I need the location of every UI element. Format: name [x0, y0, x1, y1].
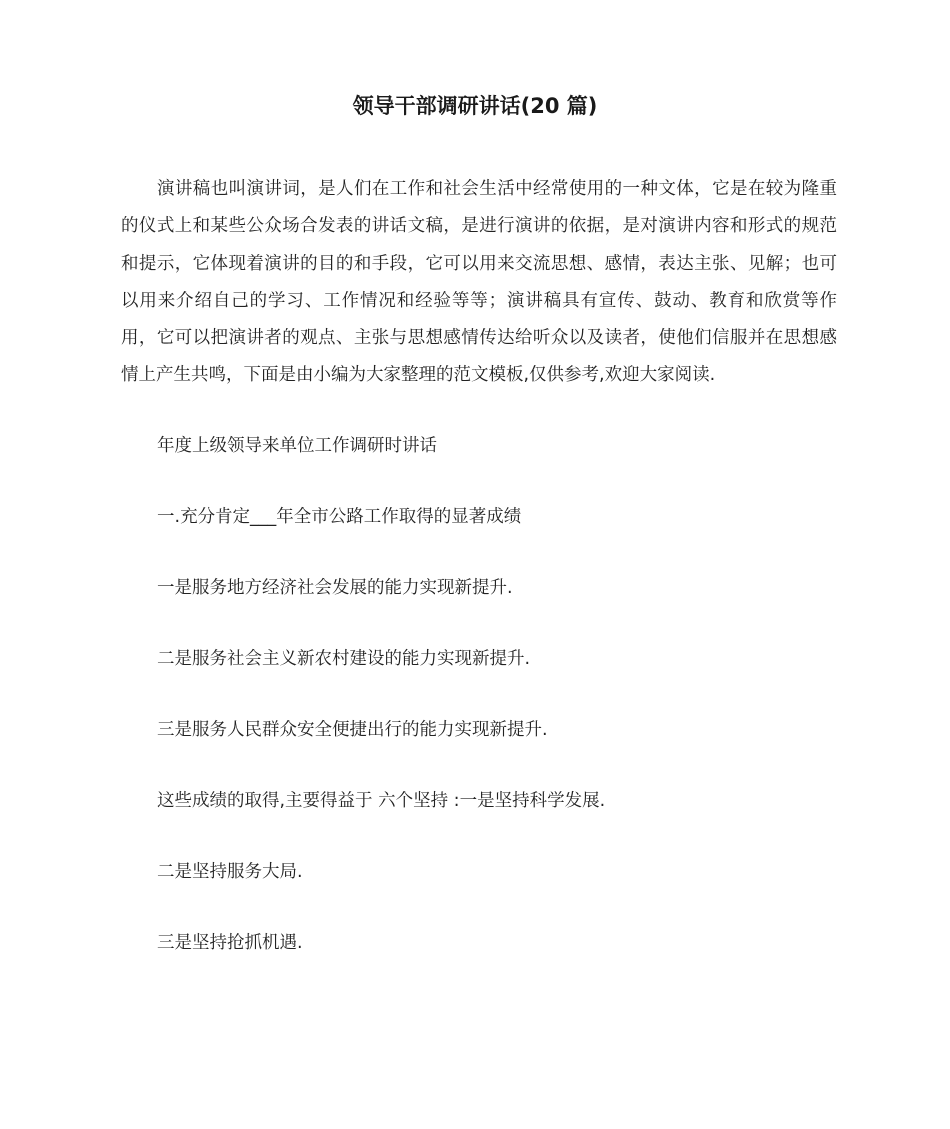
intro-paragraph: 演讲稿也叫演讲词，是人们在工作和社会生活中经常使用的一种文体，它是在较为隆重的仪式上和某些公众场合发表的讲话文稿，是进行演讲的依据，是对演讲内容和形式的规范和提示，它体现着演讲的目的和手段，它可以用来交流思想、感情，表达主张、见解；也可以用来介绍自己的学习、工作情况和经验等等；演讲稿具有宣传、鼓动、教育和欣赏等作用，它可以把演讲者的观点、主张与思想感情传达给听众以及读者，使他们信服并在思想感情上产生共鸣，下面是由小编为大家整理的范文模板,仅供参考,欢迎大家阅读.: [121, 179, 837, 386]
body-paragraph: 这些成绩的取得,主要得益于 六个坚持 :一是坚持科学发展.: [157, 791, 606, 811]
body-paragraph: 三是服务人民群众安全便捷出行的能力实现新提升.: [157, 720, 548, 740]
body-paragraph: 二是服务社会主义新农村建设的能力实现新提升.: [157, 649, 531, 669]
body-paragraph: 二是坚持服务大局.: [157, 862, 303, 882]
section-heading: 年度上级领导来单位工作调研时讲话: [157, 436, 437, 456]
document-title: 领导干部调研讲话(20 篇): [352, 94, 598, 118]
body-paragraph: 一是服务地方经济社会发展的能力实现新提升.: [157, 578, 513, 598]
subsection-heading: 一.充分肯定___年全市公路工作取得的显著成绩: [157, 507, 522, 527]
body-paragraph: 三是坚持抢抓机遇.: [157, 933, 303, 953]
